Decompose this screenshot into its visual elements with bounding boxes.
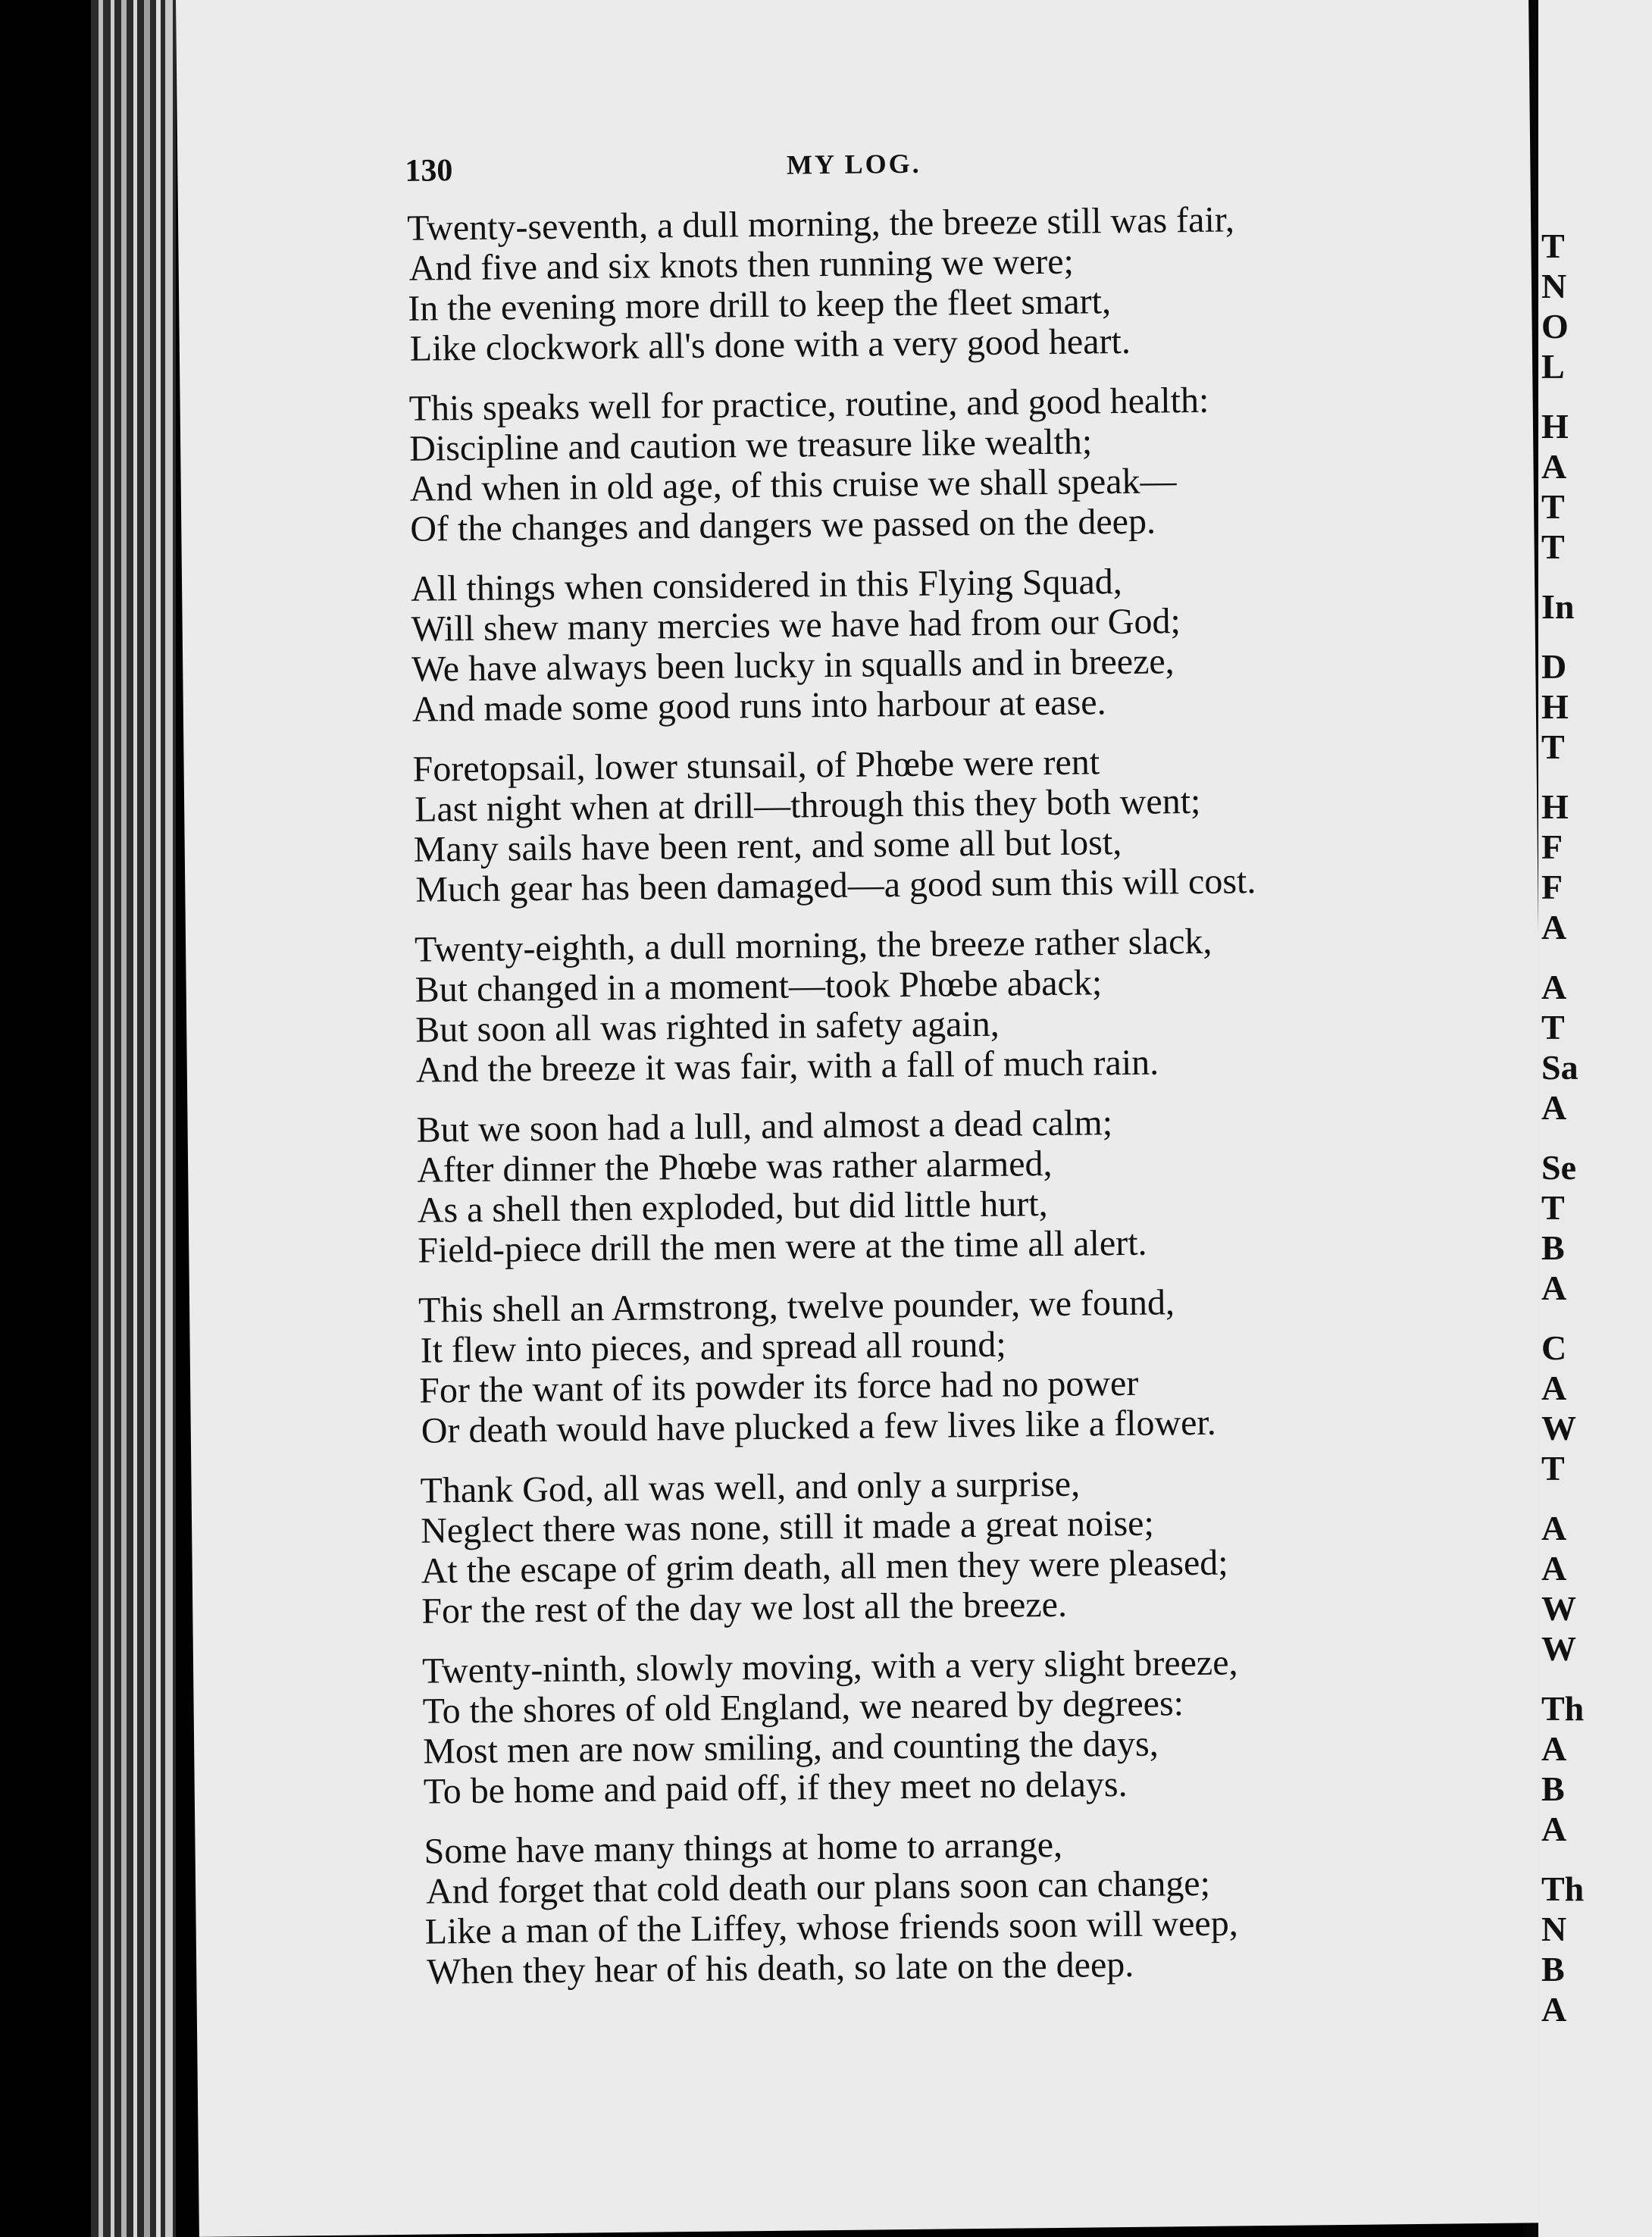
page-header: [177, 141, 1531, 201]
poem-line: Discipline and caution we treasure like wealth;: [408, 421, 1093, 469]
poem-line: But we soon had a lull, and almost a dead calm;: [416, 1103, 1113, 1150]
poem-line: Twenty-ninth, slowly moving, with a very slight breeze,: [421, 1642, 1238, 1691]
poem-line: Field-piece drill the men were at the time all alert.: [418, 1222, 1147, 1271]
poem-body: [407, 197, 1517, 2012]
facing-page-letter: A: [1541, 447, 1567, 486]
facing-page-letter: N: [1541, 1910, 1567, 1948]
facing-page-letter: A: [1541, 1088, 1567, 1127]
poem-line: Of the changes and dangers we passed on the deep.: [410, 501, 1156, 549]
poem-line: Neglect there was none, still it made a great noise;: [420, 1503, 1155, 1551]
facing-page-letter: W: [1541, 1589, 1576, 1628]
poem-line: To the shores of old England, we neared by degrees:: [422, 1683, 1184, 1732]
facing-page-letter: F: [1541, 828, 1563, 866]
poem-line: And when in old age, of this cruise we shall speak—: [409, 461, 1177, 509]
poem-line: In the evening more drill to keep the fleet smart,: [408, 281, 1112, 329]
poem-line: Most men are now smiling, and counting the days,: [422, 1723, 1159, 1772]
poem-line: We have always been lucky in squalls and in breeze,: [411, 641, 1175, 690]
facing-page-letter: W: [1541, 1409, 1576, 1447]
facing-page-letter: T: [1541, 227, 1565, 265]
poem-line: Or death would have plucked a few lives like a flower.: [421, 1402, 1216, 1451]
facing-page-letter: L: [1541, 347, 1565, 386]
stanza: [422, 1640, 1515, 1812]
stanza: [411, 558, 1503, 730]
facing-page-letter: T: [1541, 487, 1565, 526]
poem-line: Will shew many mercies we have had from our God;: [411, 601, 1181, 649]
poem-line: Many sails have been rent, and some all but lost,: [413, 821, 1122, 870]
facing-page-letter: T: [1541, 1449, 1565, 1488]
facing-page-letter: H: [1541, 787, 1569, 826]
facing-page-letter: In: [1541, 587, 1575, 626]
facing-page-letter: N: [1541, 267, 1567, 305]
poem-line: For the rest of the day we lost all the breeze.: [421, 1584, 1068, 1632]
poem-line: This shell an Armstrong, twelve pounder, we found,: [418, 1282, 1175, 1331]
facing-page-letter: O: [1541, 307, 1569, 346]
poem-line: And the breeze it was fair, with a fall of much rain.: [415, 1042, 1159, 1090]
running-head: MY LOG.: [786, 148, 921, 180]
poem-line: Twenty-seventh, a dull morning, the breeze still was fair,: [406, 199, 1235, 249]
facing-page-letter: D: [1541, 647, 1567, 686]
facing-page-letter: H: [1541, 687, 1569, 726]
stanza: [412, 738, 1505, 910]
facing-page-letter: B: [1541, 1769, 1565, 1808]
poem-line: After dinner the Phœbe was rather alarmed,: [416, 1143, 1053, 1190]
poem-line: As a shell then exploded, but did little hurt,: [417, 1184, 1048, 1231]
page-number: 130: [405, 153, 453, 189]
facing-page-letter: T: [1541, 527, 1565, 566]
facing-page-letter: C: [1541, 1328, 1567, 1367]
poem-line: All things when considered in this Flying Squad,: [410, 561, 1123, 609]
facing-page-letter: B: [1541, 1950, 1565, 1988]
poem-line: And five and six knots then running we were;: [408, 241, 1075, 289]
poem-line: But soon all was righted in safety again,: [415, 1003, 1000, 1050]
poem-line: To be home and paid off, if they meet no delays.: [423, 1763, 1128, 1812]
facing-page-letter: T: [1541, 727, 1565, 766]
facing-page-letter: A: [1541, 1729, 1567, 1768]
stanza: [418, 1279, 1511, 1451]
poem-line: Thank God, all was well, and only a surprise,: [420, 1463, 1081, 1511]
stanza: [407, 197, 1500, 369]
facing-page-letter: A: [1541, 1269, 1567, 1307]
poem-line: This speaks well for practice, routine, and good health:: [408, 380, 1209, 429]
facing-page-letter: B: [1541, 1228, 1565, 1267]
book-page: [176, 0, 1552, 2237]
facing-page-letter: A: [1541, 1369, 1567, 1407]
facing-page-letter: Sa: [1541, 1048, 1578, 1087]
facing-page-letter: H: [1541, 407, 1569, 446]
poem-line: Much gear has been damaged—a good sum this will cost.: [415, 861, 1256, 910]
poem-line: Like a man of the Liffey, whose friends soon will weep,: [424, 1903, 1238, 1952]
poem-line: Foretopsail, lower stunsail, of Phœbe were rent: [412, 742, 1100, 790]
facing-page-letter: Th: [1541, 1689, 1585, 1728]
facing-page-letter: A: [1541, 1810, 1567, 1848]
facing-page-letter: A: [1541, 968, 1567, 1006]
poem-line: At the escape of grim death, all men they were pleased;: [421, 1542, 1228, 1591]
facing-page-letter: Se: [1541, 1148, 1576, 1187]
stanza: [416, 1099, 1509, 1271]
poem-line: Like clockwork all's done with a very good heart.: [409, 321, 1131, 369]
poem-line: And forget that cold death our plans soon can change;: [425, 1863, 1211, 1912]
poem-line: Some have many things at home to arrange,: [424, 1824, 1063, 1872]
poem-line: For the want of its powder its force had no power: [418, 1363, 1139, 1411]
poem-line: Last night when at drill—through this they both went;: [414, 781, 1201, 830]
poem-line: It flew into pieces, and spread all round;: [420, 1324, 1007, 1371]
facing-page-letter: Th: [1541, 1869, 1585, 1908]
poem-line: But changed in a moment—took Phœbe aback;: [415, 962, 1103, 1010]
facing-page-letter: A: [1541, 1549, 1567, 1588]
stanza: [415, 918, 1507, 1090]
facing-page-letter: T: [1541, 1188, 1565, 1227]
facing-page-edge: [1538, 0, 1652, 2237]
facing-page-letter: A: [1541, 1990, 1567, 2029]
facing-page-letter: A: [1541, 1509, 1567, 1547]
stanza: [424, 1820, 1516, 1992]
poem-line: And made some good runs into harbour at ease.: [411, 682, 1106, 730]
facing-page-letter: T: [1541, 1008, 1565, 1047]
facing-page-letter: F: [1541, 868, 1563, 906]
facing-page-letter: A: [1541, 908, 1567, 946]
poem-line: When they hear of his death, so late on the deep.: [426, 1944, 1134, 1992]
stanza: [420, 1460, 1513, 1632]
poem-line: Twenty-eighth, a dull morning, the breeze rather slack,: [414, 921, 1212, 970]
facing-page-letter: W: [1541, 1629, 1576, 1668]
stanza: [408, 377, 1501, 549]
